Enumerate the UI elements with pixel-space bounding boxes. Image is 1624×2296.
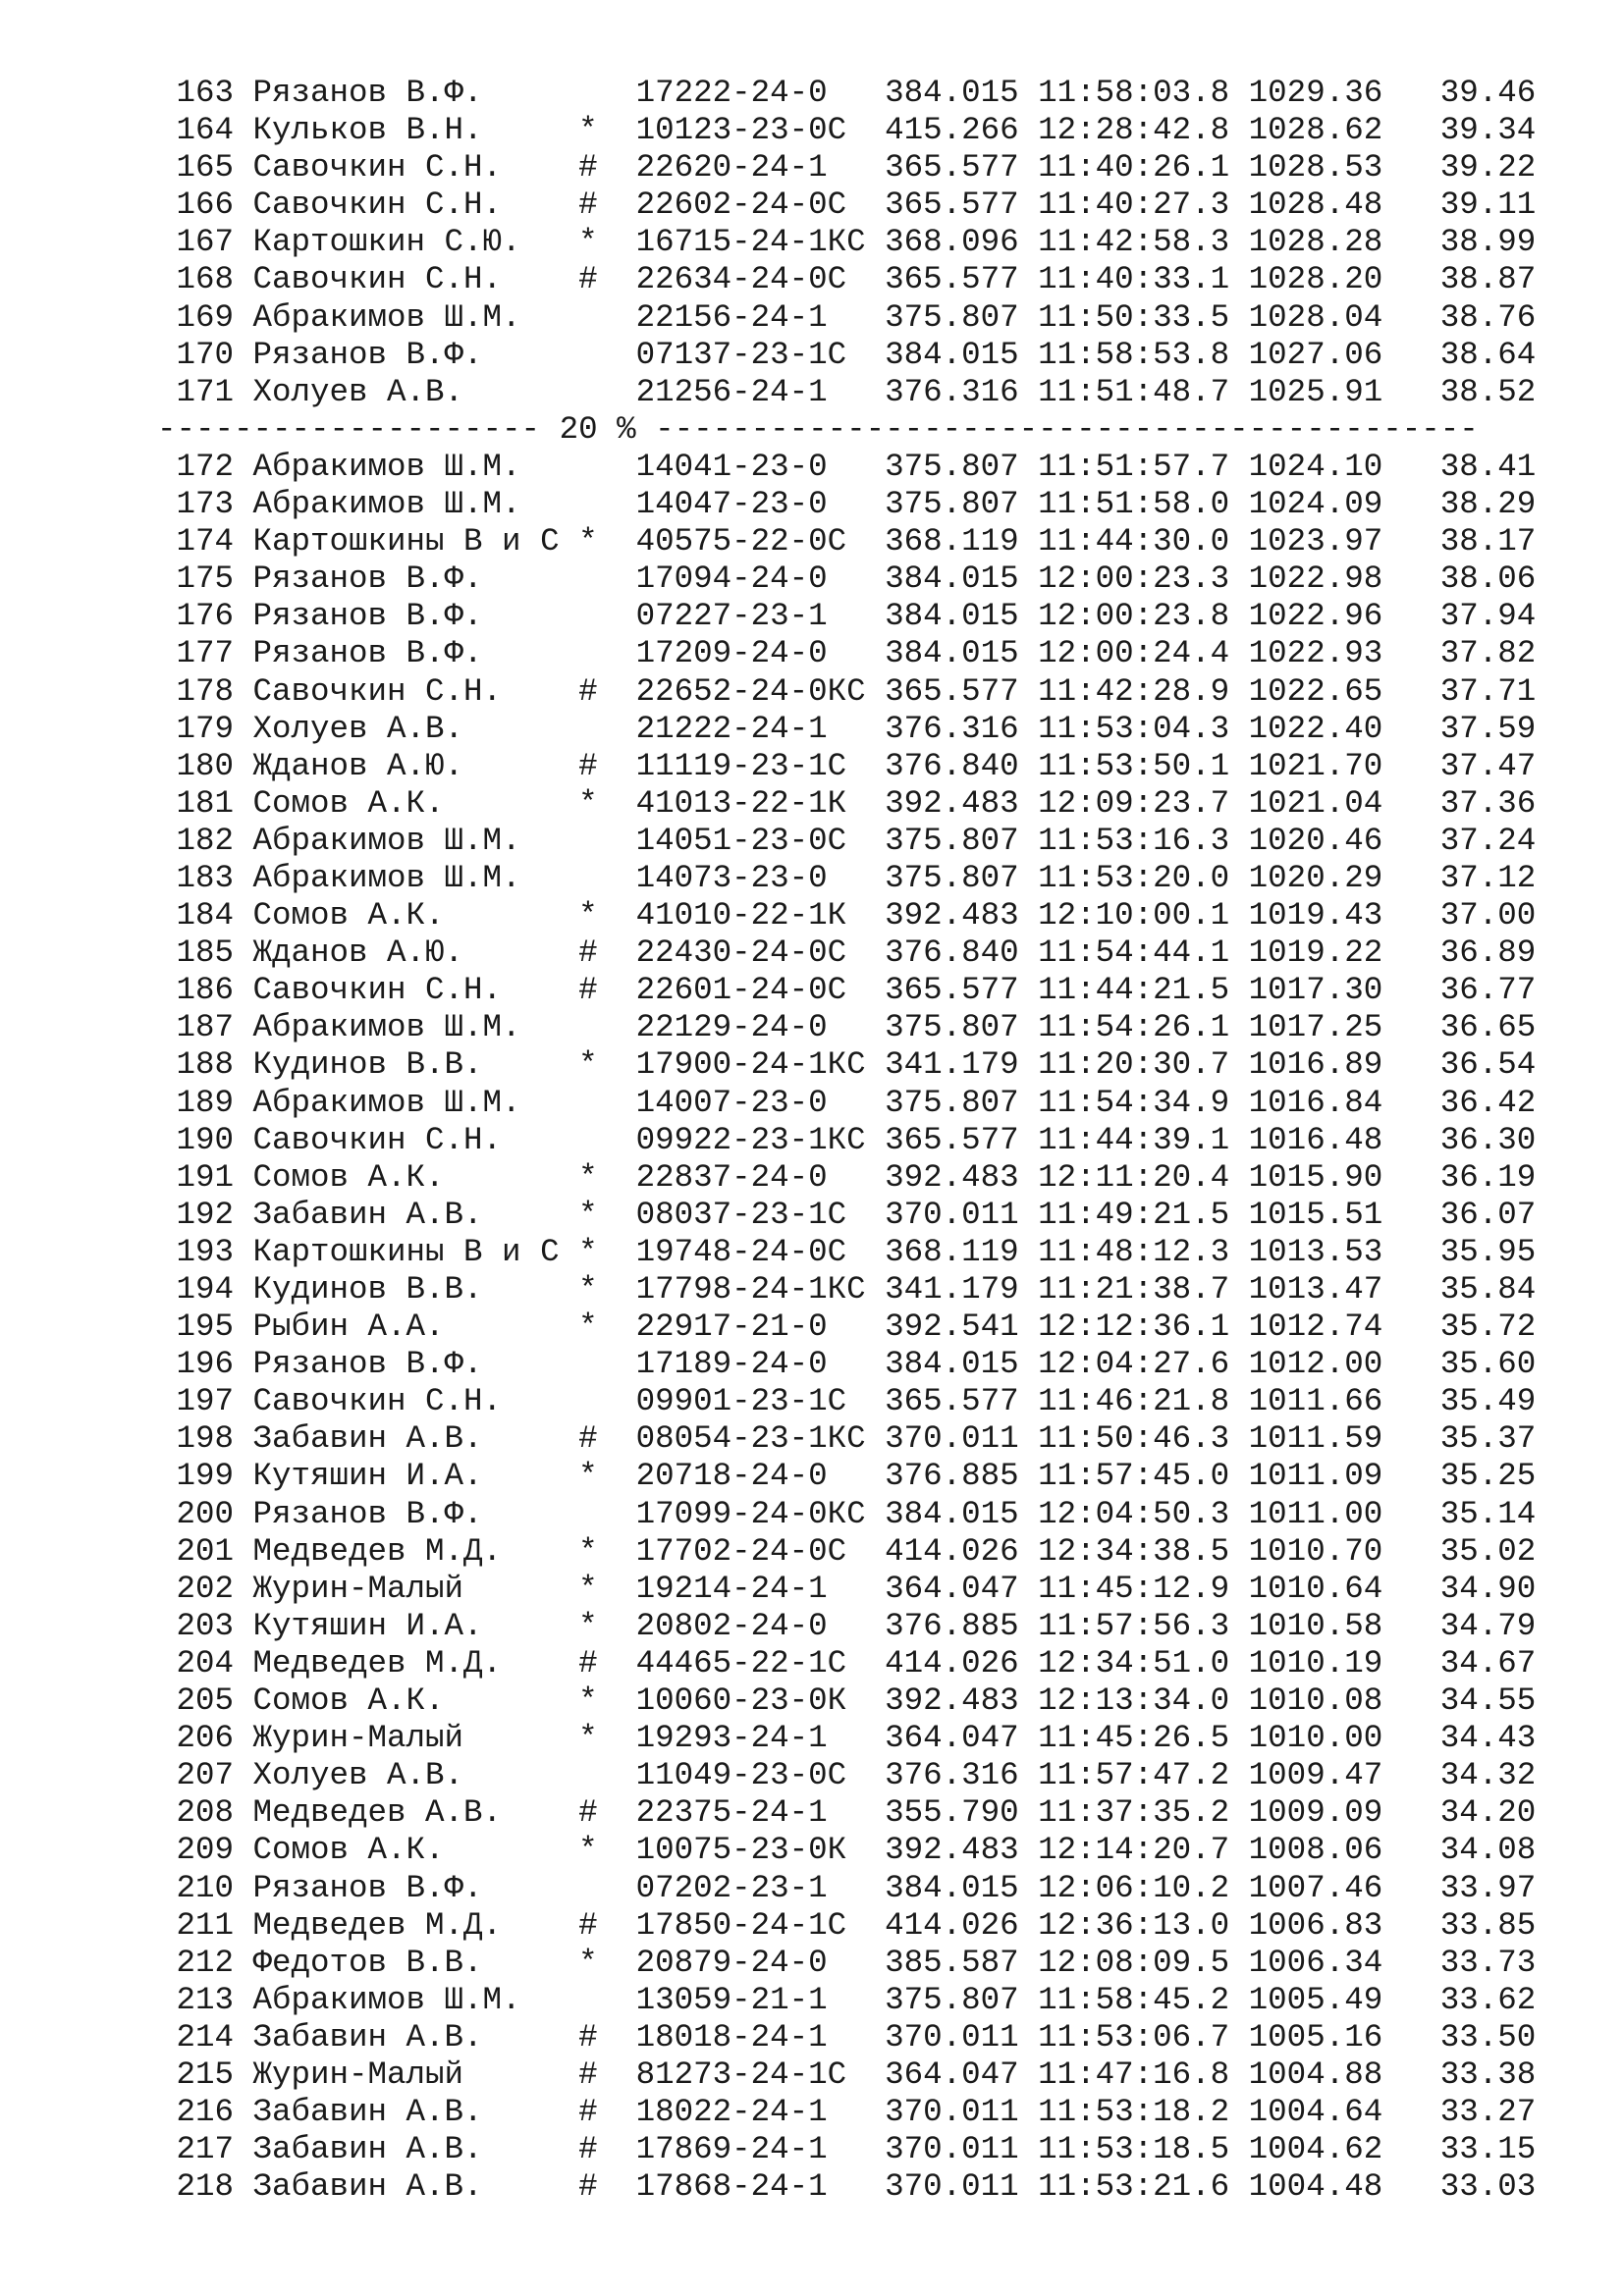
result-row: 190 Савочкин С.Н. 09922-23-1КС 365.577 11:44:39.1 1016.48 36.30 [157,1121,1537,1158]
result-row: 191 Сомов А.К. * 22837-24-0 392.483 12:11:20.4 1015.90 36.19 [157,1158,1537,1196]
result-row: 215 Журин-Малый # 81273-24-1С 364.047 11:47:16.8 1004.88 33.38 [157,2056,1537,2093]
results-listing [157,75,1591,2206]
result-row: 188 Кудинов В.В. * 17900-24-1КС 341.179 11:20:30.7 1016.89 36.54 [157,1046,1537,1084]
result-row: 187 Абракимов Ш.М. 22129-24-0 375.807 11:54:26.1 1017.25 36.65 [157,1009,1537,1046]
result-row: 203 Кутяшин И.А. * 20802-24-0 376.885 11:57:56.3 1010.58 34.79 [157,1607,1537,1644]
result-row: 210 Рязанов В.Ф. 07202-23-1 384.015 12:06:10.2 1007.46 33.97 [157,1869,1537,1906]
result-row: 163 Рязанов В.Ф. 17222-24-0 384.015 11:58:03.8 1029.36 39.46 [157,75,1537,111]
result-row: 197 Савочкин С.Н. 09901-23-1С 365.577 11:46:21.8 1011.66 35.49 [157,1383,1537,1420]
result-row: 183 Абракимов Ш.М. 14073-23-0 375.807 11:53:20.0 1020.29 37.12 [157,859,1537,896]
result-row: 200 Рязанов В.Ф. 17099-24-0КС 384.015 12:04:50.3 1011.00 35.14 [157,1495,1537,1532]
result-row: 199 Кутяшин И.А. * 20718-24-0 376.885 11:57:45.0 1011.09 35.25 [157,1458,1537,1495]
result-row: 173 Абракимов Ш.М. 14047-23-0 375.807 11:51:58.0 1024.09 38.29 [157,486,1537,523]
result-row: 216 Забавин А.В. # 18022-24-1 370.011 11:53:18.2 1004.64 33.27 [157,2094,1537,2131]
result-row: 193 Картошкины В и С * 19748-24-0С 368.119 11:48:12.3 1013.53 35.95 [157,1233,1537,1270]
result-row: 201 Медведев М.Д. * 17702-24-0С 414.026 12:34:38.5 1010.70 35.02 [157,1532,1537,1570]
result-row: 214 Забавин А.В. # 18018-24-1 370.011 11:53:06.7 1005.16 33.50 [157,2018,1537,2056]
percent-separator: -------------------- 20 % ------------------------------------------- [157,410,1479,448]
result-row: 165 Савочкин С.Н. # 22620-24-1 365.577 11:40:26.1 1028.53 39.22 [157,149,1537,187]
result-row: 169 Абракимов Ш.М. 22156-24-1 375.807 11:50:33.5 1028.04 38.76 [157,298,1537,336]
result-row: 171 Холуев А.В. 21256-24-1 376.316 11:51:48.7 1025.91 38.52 [157,373,1537,410]
result-row: 168 Савочкин С.Н. # 22634-24-0С 365.577 11:40:33.1 1028.20 38.87 [157,261,1537,298]
result-row: 180 Жданов А.Ю. # 11119-23-1С 376.840 11:53:50.1 1021.70 37.47 [157,747,1537,784]
result-row: 184 Сомов А.К. * 41010-22-1К 392.483 12:10:00.1 1019.43 37.00 [157,897,1537,934]
result-row: 198 Забавин А.В. # 08054-23-1КС 370.011 11:50:46.3 1011.59 35.37 [157,1420,1537,1458]
result-row: 179 Холуев А.В. 21222-24-1 376.316 11:53:04.3 1022.40 37.59 [157,710,1537,747]
result-row: 175 Рязанов В.Ф. 17094-24-0 384.015 12:00:23.3 1022.98 38.06 [157,561,1537,598]
result-row: 176 Рязанов В.Ф. 07227-23-1 384.015 12:00:23.8 1022.96 37.94 [157,598,1537,635]
result-row: 166 Савочкин С.Н. # 22602-24-0С 365.577 11:40:27.3 1028.48 39.11 [157,187,1537,224]
result-row: 208 Медведев А.В. # 22375-24-1 355.790 11:37:35.2 1009.09 34.20 [157,1794,1537,1832]
result-row: 192 Забавин А.В. * 08037-23-1С 370.011 11:49:21.5 1015.51 36.07 [157,1196,1537,1233]
result-row: 205 Сомов А.К. * 10060-23-0К 392.483 12:13:34.0 1010.08 34.55 [157,1682,1537,1720]
result-row: 209 Сомов А.К. * 10075-23-0К 392.483 12:14:20.7 1008.06 34.08 [157,1832,1537,1869]
result-row: 181 Сомов А.К. * 41013-22-1К 392.483 12:09:23.7 1021.04 37.36 [157,784,1537,822]
result-row: 172 Абракимов Ш.М. 14041-23-0 375.807 11:51:57.7 1024.10 38.41 [157,448,1537,485]
result-row: 167 Картошкин С.Ю. * 16715-24-1КС 368.096 11:42:58.3 1028.28 38.99 [157,224,1537,261]
result-row: 194 Кудинов В.В. * 17798-24-1КС 341.179 11:21:38.7 1013.47 35.84 [157,1271,1537,1308]
result-row: 207 Холуев А.В. 11049-23-0С 376.316 11:57:47.2 1009.47 34.32 [157,1757,1537,1794]
result-row: 178 Савочкин С.Н. # 22652-24-0КС 365.577 11:42:28.9 1022.65 37.71 [157,672,1537,710]
result-row: 189 Абракимов Ш.М. 14007-23-0 375.807 11:54:34.9 1016.84 36.42 [157,1084,1537,1121]
result-row: 213 Абракимов Ш.М. 13059-21-1 375.807 11:58:45.2 1005.49 33.62 [157,1981,1537,2018]
result-row: 164 Кульков В.Н. * 10123-23-0С 415.266 12:28:42.8 1028.62 39.34 [157,112,1537,149]
result-row: 196 Рязанов В.Ф. 17189-24-0 384.015 12:04:27.6 1012.00 35.60 [157,1346,1537,1383]
result-row: 212 Федотов В.В. * 20879-24-0 385.587 12:08:09.5 1006.34 33.73 [157,1944,1537,1981]
result-row: 218 Забавин А.В. # 17868-24-1 370.011 11:53:21.6 1004.48 33.03 [157,2168,1537,2206]
result-row: 177 Рязанов В.Ф. 17209-24-0 384.015 12:00:24.4 1022.93 37.82 [157,635,1537,672]
result-row: 202 Журин-Малый * 19214-24-1 364.047 11:45:12.9 1010.64 34.90 [157,1570,1537,1607]
result-row: 174 Картошкины В и С * 40575-22-0С 368.119 11:44:30.0 1023.97 38.17 [157,523,1537,561]
result-row: 182 Абракимов Ш.М. 14051-23-0С 375.807 11:53:16.3 1020.46 37.24 [157,822,1537,859]
result-row: 217 Забавин А.В. # 17869-24-1 370.011 11:53:18.5 1004.62 33.15 [157,2131,1537,2168]
result-row: 204 Медведев М.Д. # 44465-22-1С 414.026 12:34:51.0 1010.19 34.67 [157,1644,1537,1682]
result-row: 195 Рыбин А.А. * 22917-21-0 392.541 12:12:36.1 1012.74 35.72 [157,1308,1537,1346]
result-row: 186 Савочкин С.Н. # 22601-24-0С 365.577 11:44:21.5 1017.30 36.77 [157,972,1537,1009]
result-row: 170 Рязанов В.Ф. 07137-23-1С 384.015 11:58:53.8 1027.06 38.64 [157,336,1537,373]
result-row: 185 Жданов А.Ю. # 22430-24-0С 376.840 11:54:44.1 1019.22 36.89 [157,934,1537,972]
result-row: 206 Журин-Малый * 19293-24-1 364.047 11:45:26.5 1010.00 34.43 [157,1720,1537,1757]
result-row: 211 Медведев М.Д. # 17850-24-1С 414.026 12:36:13.0 1006.83 33.85 [157,1906,1537,1944]
